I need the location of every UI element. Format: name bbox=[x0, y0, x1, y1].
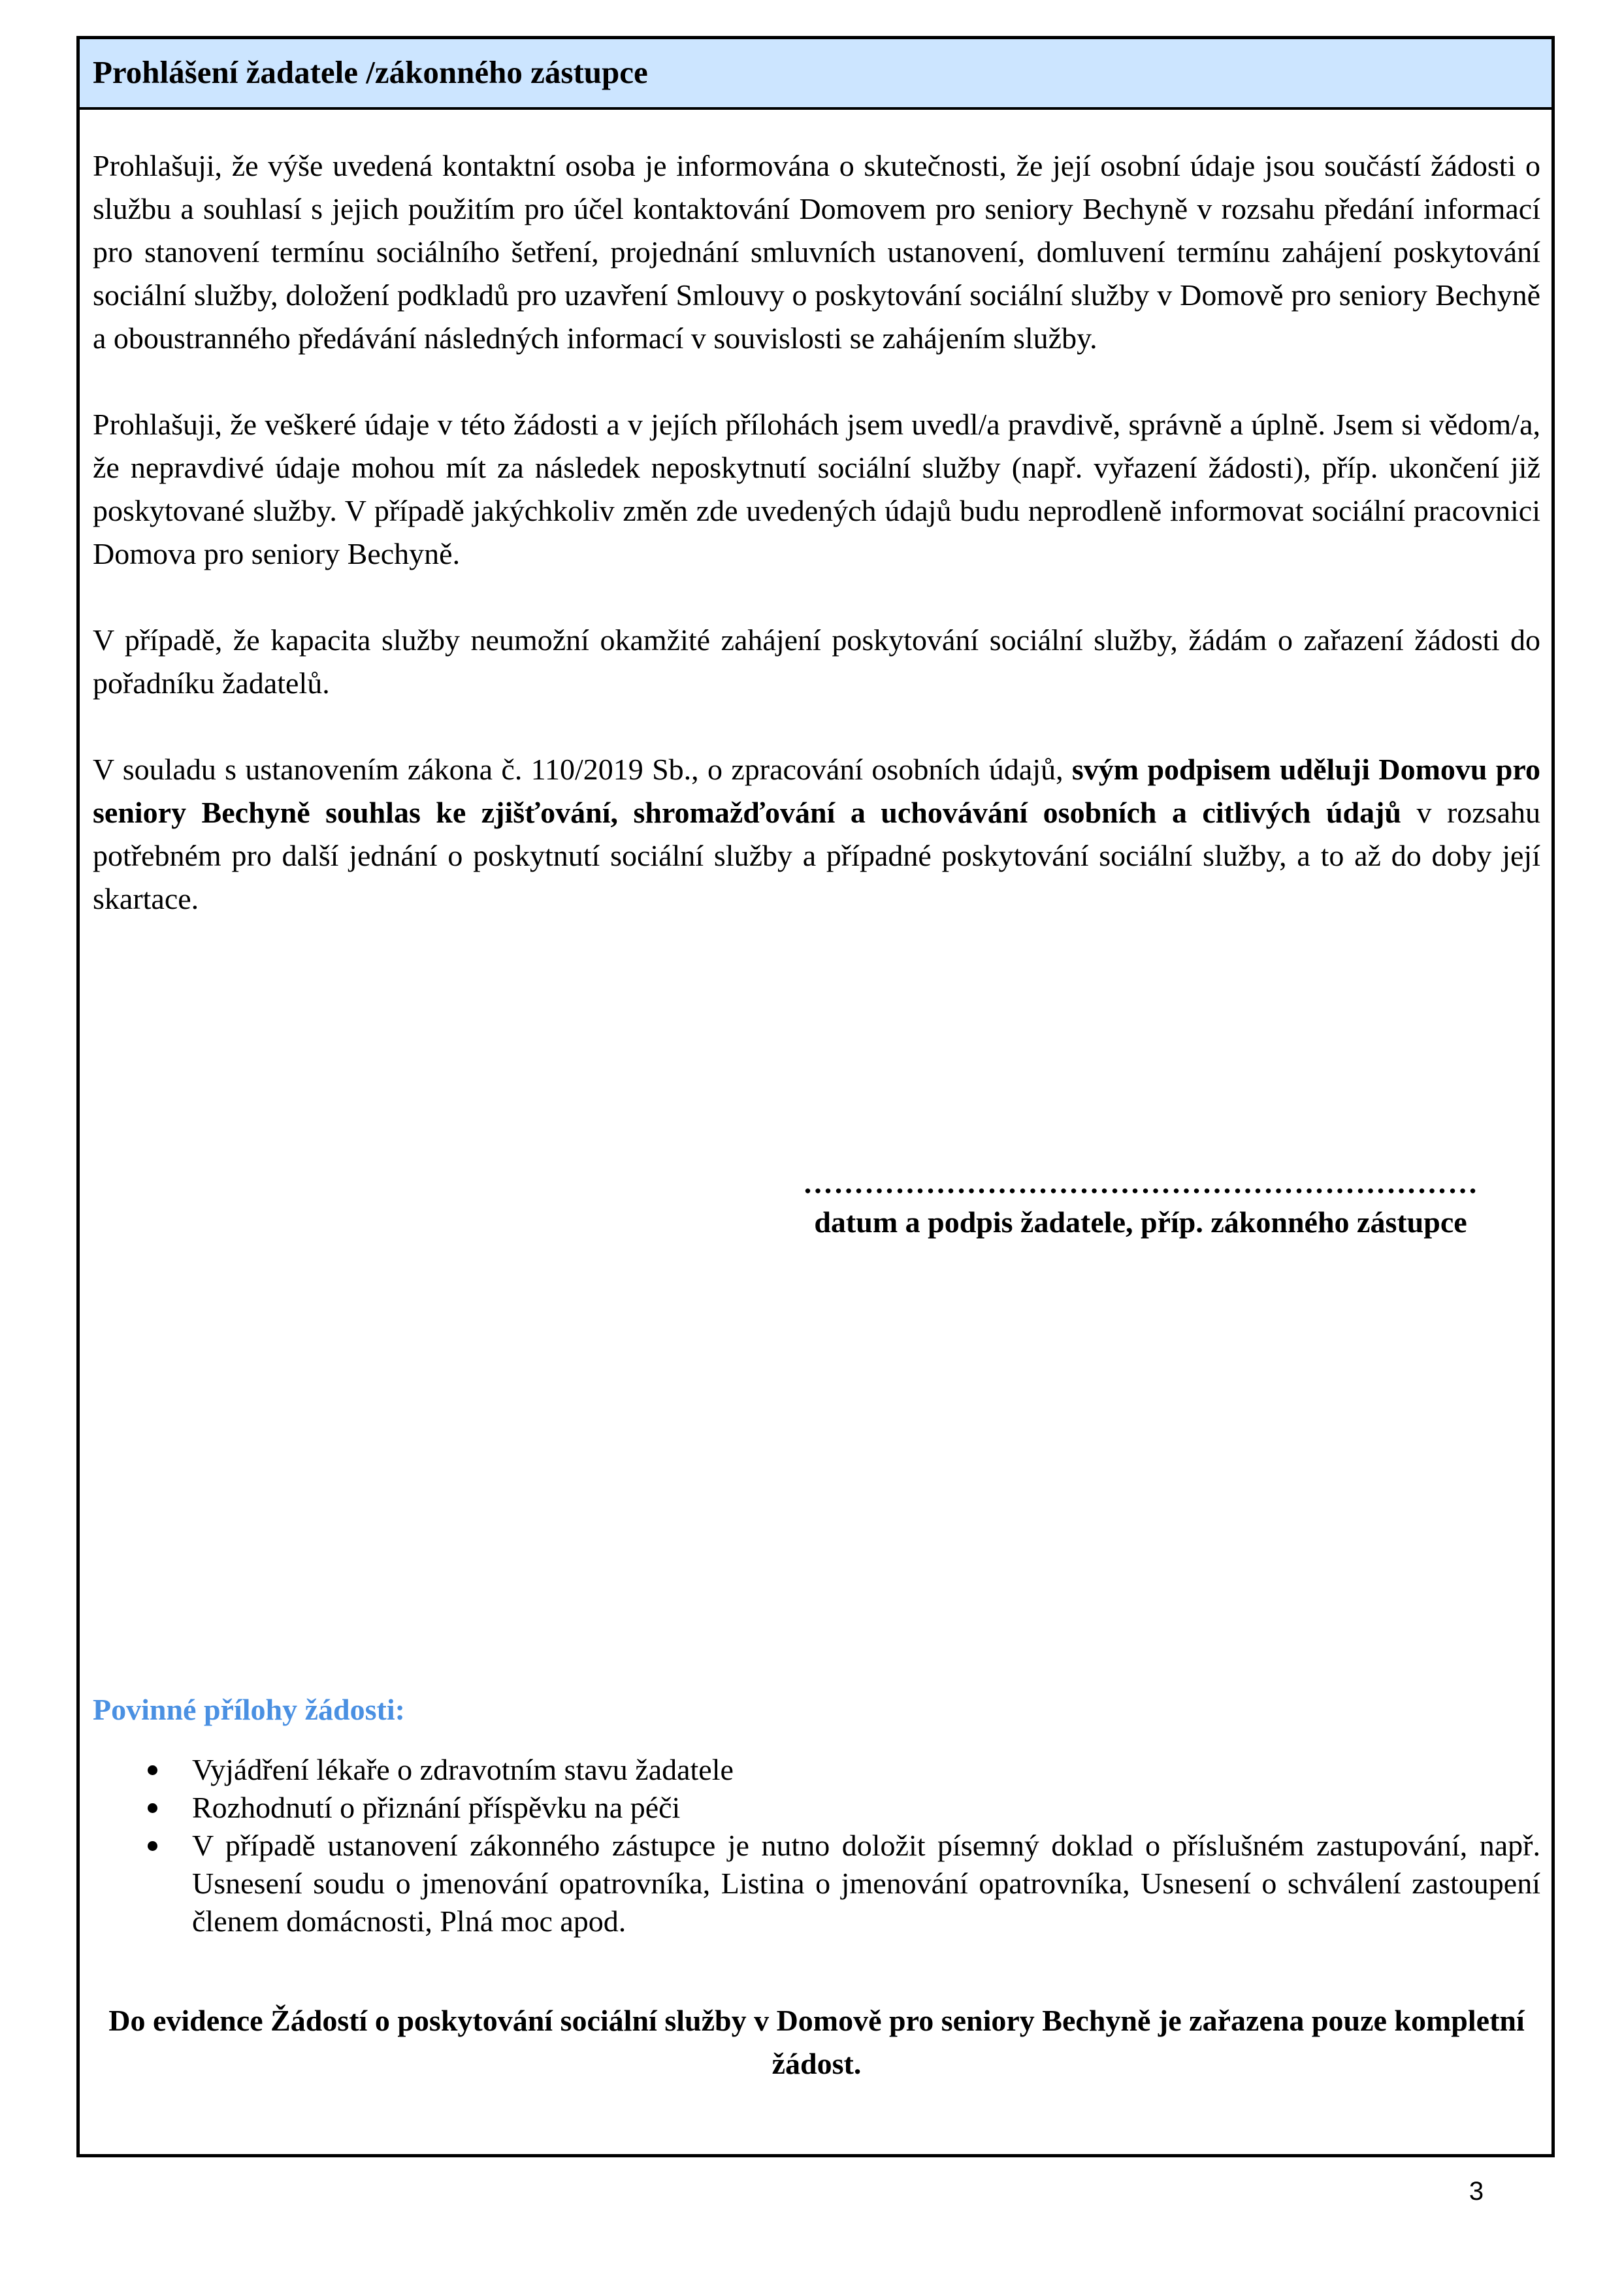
final-note: Do evidence Žádostí o poskytování sociální služby v Domově pro seniory Bechyně je zařazena pouze kompletní žádost. bbox=[108, 2004, 1525, 2080]
attachment-label: Rozhodnutí o přiznání příspěvku na péči bbox=[192, 1791, 681, 1824]
list-item bbox=[93, 1789, 1540, 1827]
gdpr-text-end: v rozsahu potřebném pro další jednání o poskytnutí sociální služby a případné poskytování sociální služby, a to až do doby její skartace. bbox=[93, 796, 1540, 915]
declaration-body bbox=[93, 110, 1540, 921]
bullet-icon bbox=[148, 1841, 157, 1851]
list-item bbox=[93, 1751, 1540, 1789]
attachments-title: Povinné přílohy žádosti: bbox=[93, 1693, 405, 1726]
paragraph-gdpr-consent bbox=[93, 748, 1540, 921]
paragraph-waiting-list: V případě, že kapacita služby neumožní okamžité zahájení poskytování sociální služby, žádám o zařazení žádosti do pořadníku žadatelů. bbox=[93, 623, 1540, 700]
paragraph-contact-consent: Prohlašuji, že výše uvedená kontaktní osoba je informována o skutečnosti, že její osobní údaje jsou součástí žádosti o službu a souhlasí s jejich použitím pro účel kontaktování Domovem pro seniory Bechyně v rozsahu předání informací pro stanovení termínu sociálního šetření, projednání smluvních ustanovení, domluvení termínu zahájení poskytování sociální služby, doložení podkladů pro uzavření Smlouvy o poskytování sociální služby v Domově pro seniory Bechyně a oboustranného předávání následných informací v souvislosti se zahájením služby. bbox=[93, 149, 1540, 355]
attachments-list bbox=[93, 1751, 1540, 1940]
list-item bbox=[93, 1827, 1540, 1940]
bullet-icon bbox=[148, 1765, 157, 1775]
section-title: Prohlášení žadatele /zákonného zástupce bbox=[93, 54, 648, 90]
gdpr-text-start: V souladu s ustanovením zákona č. 110/2019 Sb., o zpracování osobních údajů, bbox=[93, 753, 1072, 786]
signature-line: ………………………………………………………… bbox=[803, 1166, 1478, 1200]
section-header bbox=[80, 39, 1551, 110]
attachment-label: Vyjádření lékaře o zdravotním stavu žadatele bbox=[192, 1753, 734, 1786]
signature-label: datum a podpis žadatele, příp. zákonného zástupce bbox=[814, 1205, 1467, 1239]
declaration-frame bbox=[76, 36, 1555, 2157]
attachment-label: V případě ustanovení zákonného zástupce je nutno doložit písemný doklad o příslušném zastupování, např. Usnesení soudu o jmenování opatrovníka, Listina o jmenování opatrovníka, Usnesení o schválení zastoupení členem domácnosti, Plná moc apod. bbox=[192, 1829, 1540, 1938]
paragraph-truthfulness: Prohlašuji, že veškeré údaje v této žádosti a v jejích přílohách jsem uvedl/a pravdivě, správně a úplně. Jsem si vědom/a, že nepravdivé údaje mohou mít za následek neposkytnutí sociální služby (např. vyřazení žádosti), příp. ukončení již poskytované služby. V případě jakýchkoliv změn zde uvedených údajů budu neprodleně informovat sociální pracovnici Domova pro seniory Bechyně. bbox=[93, 408, 1540, 570]
page-number: 3 bbox=[1469, 2177, 1484, 2206]
gdpr-text-bold: svým podpisem uděluji Domovu pro seniory Bechyně souhlas ke zjišťování, shromažďování a uchovávání osobních a citlivých údajů bbox=[93, 753, 1540, 829]
bullet-icon bbox=[148, 1803, 157, 1813]
